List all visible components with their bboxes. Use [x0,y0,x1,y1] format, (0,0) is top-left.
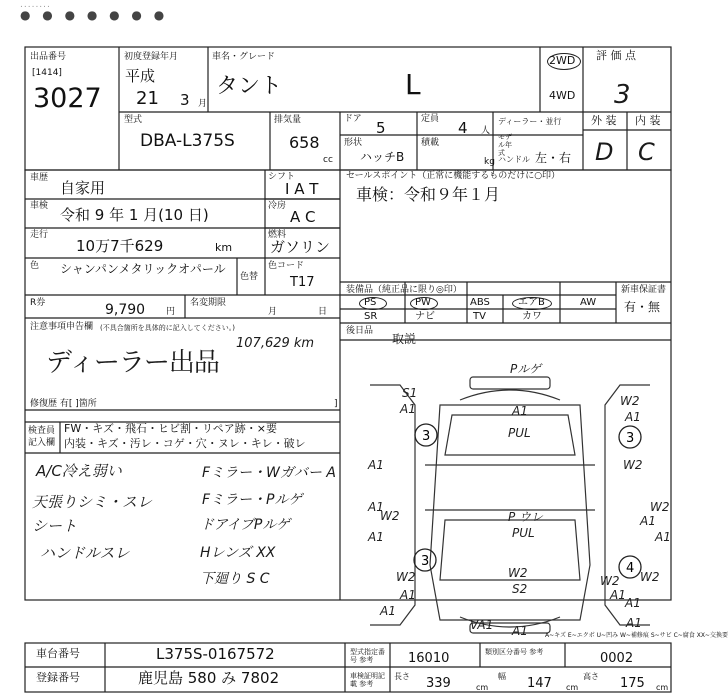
width-unit: cm [566,683,579,692]
lot-code: [1414] [32,68,62,78]
lot-number: 3027 [33,83,102,114]
top-dots: ● ● ● ● ● ● ● [20,8,169,22]
color-code-label: 色コード [268,261,305,271]
registration-label: 初度登録年月 [124,52,179,62]
length-label: 長さ [394,672,410,681]
diagram-circle-label: 3 [422,429,431,444]
dimensions-label: 車検証明記載 参考 [350,672,385,688]
diagram-circle-label: 4 [626,561,635,576]
usage-label: 車歴 [30,173,49,183]
length-value: 339 [426,676,451,691]
inspection-row-1: FW・キズ・飛石・ヒビ割・リペア跡・×要 [64,422,277,435]
diagram-mark: A1 [380,604,396,618]
car-damage-diagram [340,345,671,640]
score-label: 評 価 点 [596,49,636,62]
equipment-label: 装備品（純正品に限り◎印） [346,285,462,295]
color-code-value: T17 [290,275,315,290]
mileage-label: 走行 [30,230,49,240]
equip-ps: PS [364,297,377,308]
diagram-mark: A1 [368,500,384,514]
diagram-mark: Pルゲ [510,362,541,376]
diagram-mark: A1 [368,458,384,472]
class-value: 0002 [600,651,634,666]
fuel-label: 燃料 [268,230,287,240]
registration-month-unit: 月 [198,99,208,109]
diagram-mark: W2 [650,500,670,514]
shape-value: ハッチB [360,150,405,164]
registration-era: 平成 [125,67,156,85]
capacity-label: 定員 [421,114,440,124]
diagram-mark: A1 [625,596,641,610]
width-label: 幅 [498,672,506,681]
handle-value: 左・右 [535,151,572,165]
color-label: 色 [30,261,40,271]
diagram-mark: A1 [626,616,642,630]
diagram-mark: W2 [508,566,528,580]
hand-note-right-2: Fミラー・Pルゲ [202,492,303,508]
dealer-note: ディーラー出品 [46,348,219,378]
hand-note-right-3: ドアイブPルゲ [200,517,291,533]
capacity-unit: 人 [481,126,491,136]
diagram-mark: P ウレ [508,510,544,524]
chassis-label: 車台番号 [36,647,80,660]
length-unit: cm [476,683,489,692]
equip-tv: TV [473,311,486,322]
aircon-label: 冷房 [268,201,287,211]
sales-point-value: 車検：令和９年１月 [356,185,501,204]
handle-label: ハンドル [498,155,530,164]
diagram-circle-label: 3 [626,431,635,446]
diagram-mark: W2 [640,570,660,584]
recycle-unit: 円 [166,307,176,317]
name-change-month: 月 [268,307,278,317]
hand-note-left-4: ハンドルスレ [40,544,130,562]
diagram-mark: W2 [623,458,643,472]
hand-note-right-4: Hレンズ XX [200,545,276,561]
diagram-mark: W2 [620,394,640,408]
height-value: 175 [620,676,645,691]
interior-score: C [638,138,655,166]
diagram-mark: A1 [368,530,384,544]
equip-sr: SR [364,311,378,322]
diagram-mark: A1 [512,404,528,418]
load-label: 積載 [421,138,440,148]
plate-label: 登録番号 [36,671,80,684]
post-installed-value: 取説 [392,332,417,346]
dealer-parallel-label: ディーラー・並行 [498,117,562,126]
inspection-label-1: 検査員 [28,426,56,436]
recycle-value: 9,790 [105,302,146,318]
warranty-value: 有・無 [624,300,661,314]
load-unit: kg [484,157,495,167]
diagram-mark: W2 [600,574,620,588]
color-change-label: 色替 [240,272,259,282]
diagram-mark: W2 [380,509,400,523]
inspection-row-2: 内装・キズ・汚レ・コゲ・穴・ヌレ・キレ・破レ [64,437,306,450]
exterior-label: 外 装 [591,114,617,127]
diagram-mark: VA1 [470,618,494,632]
width-value: 147 [527,676,552,691]
warranty-label: 新車保証書 [621,285,667,295]
shape-label: 形状 [344,138,363,148]
diagram-mark: A1 [512,624,528,638]
hand-note-left-1: A/C冷え弱い [36,462,122,480]
diagram-mark: S1 [402,386,418,400]
notes-sub: (不具合箇所を具体的に記入してください。) [100,324,235,332]
name-change-day: 日 [318,307,328,317]
shift-label: シフト [268,172,296,182]
model-year-label: モデル年式 [498,133,512,157]
recycle-label: R券 [30,298,46,308]
hand-note-left-2: 天張りシミ・スレ [32,493,153,511]
mileage-unit: km [215,241,233,254]
diagram-circle-label: 3 [421,554,430,569]
diagram-mark: A1 [400,402,416,416]
equip-leather: カワ [522,311,542,322]
score-value: 3 [614,80,631,110]
repair-bracket: ] [334,399,338,409]
diagram-mark: A1 [610,588,626,602]
displacement-label: 排気量 [274,115,302,125]
inspection-label-2: 記入欄 [28,438,56,448]
hand-note-left-3: シート [32,517,78,535]
notes-label: 注意事項申告欄 [30,322,94,332]
class-label: 類別区分番号 参考 [485,648,544,656]
car-grade: L [405,68,421,101]
equip-airbag: エアB [518,297,545,308]
car-name-label: 車名・グレード [212,52,276,62]
height-unit: cm [656,683,669,692]
diagram-mark: A1 [655,530,671,544]
post-installed-label: 後日品 [346,326,374,336]
equip-pw: PW [415,297,431,308]
equip-aw: AW [580,297,597,308]
diagram-mark: A1 [625,410,641,424]
displacement-value: 658 [289,133,320,152]
type-spec-value: 16010 [408,651,450,666]
mileage-note: 107,629 km [236,336,315,351]
diagram-mark: S2 [512,582,528,596]
color-value: シャンパンメタリックオパール [60,262,226,276]
top-header-text: ........ [20,0,51,10]
drive-4wd: 4WD [549,89,576,102]
shaken-value: 令和 9 年 1 月(10 日) [60,206,209,224]
shaken-label: 車検 [30,201,49,211]
hand-note-right-1: Fミラー・Wガバー A [202,465,336,481]
aircon-value: A C [290,208,316,226]
interior-label: 内 装 [635,114,661,127]
repair-label: 修復歴 有[ ]箇所 [30,399,97,409]
usage-value: 自家用 [60,179,106,197]
sales-point-label: セールスポイント（正常に機能するものだけに○印） [346,171,561,181]
diagram-mark: PUL [508,426,531,440]
capacity-value: 4 [458,119,468,137]
drive-2wd: 2WD [549,54,576,67]
car-name: タント [216,74,283,99]
type-spec-label: 型式指定番号 参考 [350,648,385,664]
equip-abs: ABS [470,297,490,308]
diagram-legend: A~キズ E~エクボ U~凹み W~補修痕 S~サビ C~腐食 XX~交換要 [545,632,728,639]
registration-year: 21 [136,88,159,109]
model-label: 型式 [124,115,143,125]
registration-month: 3 [180,91,190,109]
model-value: DBA-L375S [140,131,235,151]
diagram-mark: PUL [512,526,535,540]
plate-value: 鹿児島 580 み 7802 [138,669,280,687]
chassis-value: L375S-0167572 [156,645,275,663]
mileage-value: 10万7千629 [76,237,164,255]
doors-label: ドア [344,114,362,124]
doors-value: 5 [376,119,386,137]
diagram-mark: A1 [640,514,656,528]
equip-navi: ナビ [415,311,435,322]
height-label: 高さ [583,672,599,681]
fuel-value: ガソリン [270,238,331,256]
shift-value: I A T [285,180,319,198]
lot-label: 出品番号 [30,52,67,62]
exterior-score: D [595,138,614,166]
diagram-mark: W2 [396,570,416,584]
diagram-mark: A1 [400,588,416,602]
hand-note-right-5: 下廻り S C [200,571,270,587]
displacement-unit: cc [323,155,333,165]
name-change-label: 名変期限 [190,298,227,308]
